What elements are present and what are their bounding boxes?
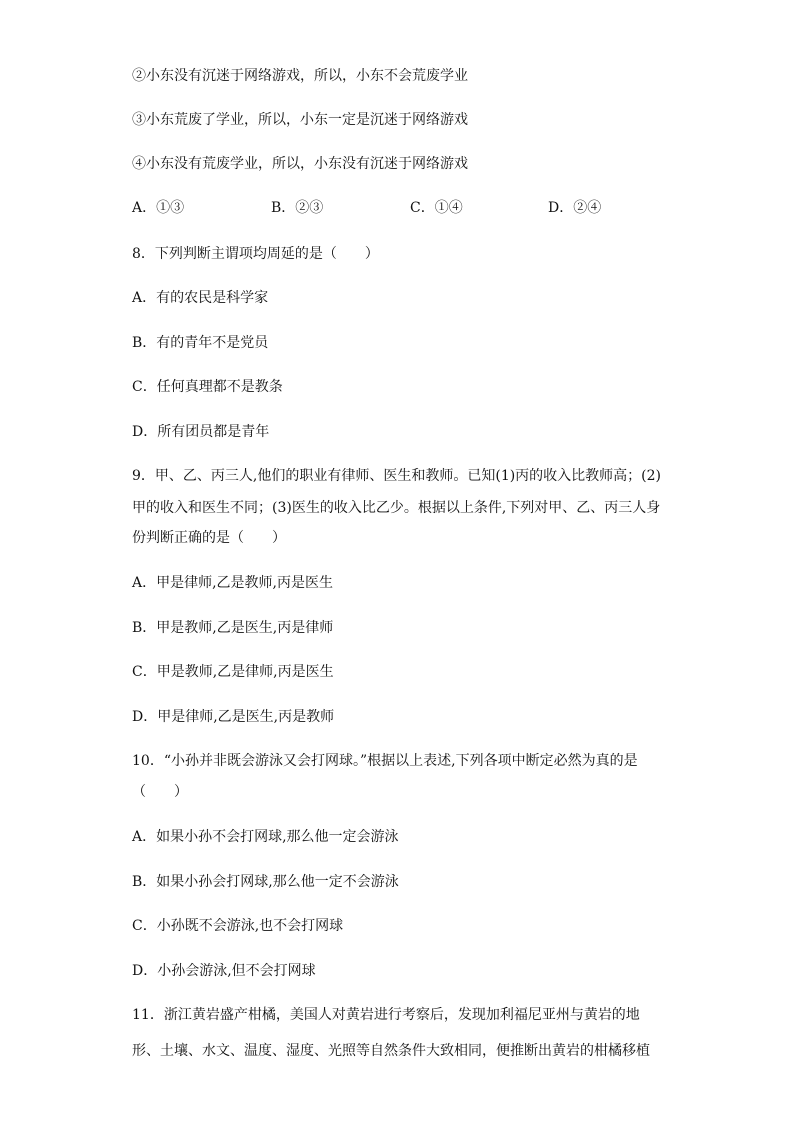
q10-option-a[interactable]: A．如果小孙不会打网球,那么他一定会游泳 [132, 829, 399, 845]
q10-stem-line-2: （ ） [132, 784, 188, 800]
q7-option-a[interactable]: A．①③ [132, 200, 185, 216]
q11-stem-line-2: 形、土壤、水文、温度、湿度、光照等自然条件大致相同，便推断出黄岩的柑橘移植 [132, 1043, 650, 1059]
q9-option-d[interactable]: D．甲是律师,乙是医生,丙是教师 [132, 709, 335, 725]
q7-option-c[interactable]: C．①④ [410, 200, 463, 216]
q10-option-d[interactable]: D．小孙会游泳,但不会打网球 [132, 963, 316, 979]
q7-option-b[interactable]: B．②③ [271, 200, 324, 216]
q8-stem: 8．下列判断主谓项均周延的是（ ） [132, 246, 379, 262]
q7-options [132, 198, 692, 218]
q8-option-b[interactable]: B．有的青年不是党员 [132, 335, 269, 351]
q9-stem-line-3: 份判断正确的是（ ） [132, 530, 286, 546]
q9-option-c[interactable]: C．甲是教师,乙是律师,丙是医生 [132, 664, 334, 680]
q10-option-c[interactable]: C．小孙既不会游泳,也不会打网球 [132, 918, 344, 934]
q7-statement-3: ③小东荒废了学业，所以，小东一定是沉迷于网络游戏 [132, 112, 468, 128]
q8-option-d[interactable]: D．所有团员都是青年 [132, 424, 270, 440]
q11-stem-line-1: 11．浙江黄岩盛产柑橘，美国人对黄岩进行考察后，发现加利福尼亚州与黄岩的地 [132, 1007, 640, 1023]
q10-option-b[interactable]: B．如果小孙会打网球,那么他一定不会游泳 [132, 874, 399, 890]
q10-stem-line-1: 10．“小孙并非既会游泳又会打网球。”根据以上表述,下列各项中断定必然为真的是 [132, 753, 638, 769]
q9-option-b[interactable]: B．甲是教师,乙是医生,丙是律师 [132, 620, 334, 636]
q7-option-d[interactable]: D．②④ [548, 200, 602, 216]
q9-stem-line-2: 甲的收入和医生不同；(3)医生的收入比乙少。根据以上条件,下列对甲、乙、丙三人身 [132, 500, 661, 516]
q9-stem-line-1: 9．甲、乙、丙三人,他们的职业有律师、医生和教师。已知(1)丙的收入比教师高；(2) [132, 468, 662, 484]
q7-statement-4: ④小东没有荒废学业，所以，小东没有沉迷于网络游戏 [132, 156, 468, 172]
q8-option-a[interactable]: A．有的农民是科学家 [132, 290, 269, 306]
q9-option-a[interactable]: A．甲是律师,乙是教师,丙是医生 [132, 575, 334, 591]
q7-statement-2: ②小东没有沉迷于网络游戏，所以，小东不会荒废学业 [132, 68, 468, 84]
q8-option-c[interactable]: C．任何真理都不是教条 [132, 379, 283, 395]
